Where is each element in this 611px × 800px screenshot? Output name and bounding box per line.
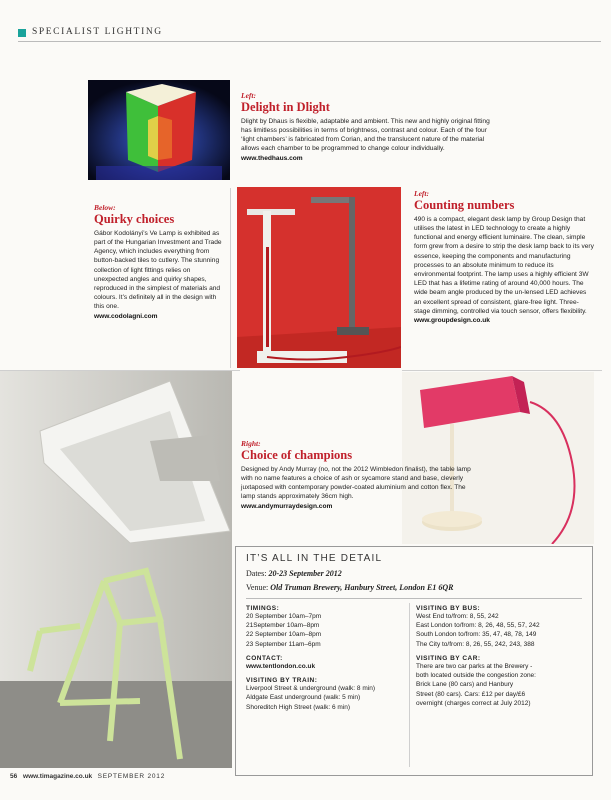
dates-label: Dates:: [246, 569, 267, 578]
champions-kicker: Right:: [241, 439, 261, 448]
details-left-column: [246, 605, 404, 712]
timing-row: 21September 10am–8pm: [246, 622, 320, 630]
event-details-box: [235, 546, 593, 776]
train-heading: VISITING BY TRAIN:: [246, 677, 318, 685]
row-divider-right: [402, 370, 602, 371]
page-number: 56: [10, 773, 18, 780]
car-row: Street (80 cars). Cars: £12 per day/£6: [416, 690, 526, 698]
contact-url[interactable]: www.tentlondon.co.uk: [246, 662, 316, 670]
train-row: Shoreditch High Street (walk: 6 min): [246, 703, 351, 711]
dlight-body: Dlight by Dhaus is flexible, adaptable and ambient. This new and highly original fitting has limitless possibilities in terms of brightness, contrast and colour. Each of the four ‘light chambers’ is fabricated from Corian, and the translucent nature of the material allows each chamber to be programmed to change colour individually.: [241, 117, 490, 153]
champions-url: www.andymurraydesign.com: [241, 502, 333, 510]
timing-row: 22 September 10am–8pm: [246, 631, 322, 639]
bus-row: East London to/from: 8, 26, 48, 55, 57, 242: [416, 622, 540, 630]
quirky-title: Quirky choices: [94, 212, 175, 227]
car-row: There are two car parks at the Brewery -: [416, 662, 533, 670]
details-separator: [246, 598, 582, 599]
timing-row: 20 September 10am–7pm: [246, 613, 322, 620]
bus-row: The City to/from: 8, 26, 55, 242, 243, 388: [416, 640, 535, 648]
section-title: SPECIALIST LIGHTING: [32, 27, 163, 37]
counting-url: www.groupdesign.co.uk: [414, 317, 490, 325]
bus-row: South London to/from: 35, 47, 48, 78, 149: [416, 631, 537, 639]
counting-title: Counting numbers: [414, 198, 515, 213]
dlight-title: Delight in Dlight: [241, 100, 330, 115]
footer-site: www.timagazine.co.uk: [23, 773, 93, 780]
counting-article: [414, 190, 594, 325]
desk-lamp-image: [237, 187, 401, 368]
bus-row: West End to/from: 8, 55, 242: [416, 613, 499, 620]
ve-lamp-image: [0, 371, 232, 768]
venue-value: Old Truman Brewery, Hanbury Street, London E1 6QR: [270, 583, 454, 592]
dlight-url: www.thedhaus.com: [241, 154, 303, 162]
car-row: Brick Lane (80 cars) and Hanbury: [416, 681, 514, 689]
car-heading: VISITING BY CAR:: [416, 654, 481, 662]
train-row: Liverpool Street & underground (walk: 8 min): [246, 685, 375, 693]
details-column-divider: [409, 603, 410, 767]
timing-row: 23 September 11am–6pm: [246, 640, 321, 648]
champions-title: Choice of champions: [241, 448, 353, 463]
section-marker: [18, 29, 26, 37]
train-row: Aldgate East underground (walk: 5 min): [246, 694, 361, 702]
champions-body: Designed by Andy Murray (no, not the 2012 Wimbledon finalist), the table lamp with no name features a choice of ash or sycamore stand and base, cleverly juxtaposed with contemporary powder-coated aluminium and cotton flex. The lamp stands approximately 36cm high.: [241, 465, 471, 501]
header-rule: [18, 41, 601, 42]
footer-month: SEPTEMBER 2012: [97, 773, 166, 780]
quirky-body: Gábor Kodolányi’s Ve Lamp is exhibited as part of the Hungarian Investment and Trade Agency, which includes everything from button-backed tiles to cutlery. The stunning collection of light fittings relies on unexpected angles and quirky shapes, reproduced in the simplest of materials and colours. It’s definitely all in the design with this one.: [94, 229, 222, 311]
dates-line: [246, 569, 342, 578]
bus-heading: VISITING BY BUS:: [416, 605, 481, 612]
dlight-kicker: Left:: [241, 91, 256, 100]
timings-heading: TIMINGS:: [246, 605, 280, 612]
venue-label: Venue:: [246, 583, 269, 592]
counting-body: 490 is a compact, elegant desk lamp by Group Design that utilises the latest in LED technology to create a highly functional and energy efficient luminaire. The clean, simple form grew from a desire to strip the desk lamp back to its very essence, keeping the components and manufacturing processes to an absolute minimum to reduce its environmental footprint. The lamp uses a highly efficient 3W LED that has a lifetime rating of around 40,000 hours. The wide beam angle produced by the un-lensed LED achieves an excellent spread of consistent, glare-free light. Three-stage dimming, controlled via touch sensor, offers flexibility.: [414, 215, 594, 315]
dates-value: 20-23 September 2012: [268, 569, 342, 578]
details-right-column: [416, 605, 586, 708]
counting-kicker: Left:: [414, 189, 429, 198]
car-row: both located outside the congestion zone:: [416, 672, 536, 680]
quirky-divider: [230, 188, 231, 368]
details-title: IT’S ALL IN THE DETAIL: [246, 553, 383, 564]
quirky-url: www.codolagni.com: [94, 312, 158, 320]
car-row: overnight (charges correct at July 2012): [416, 699, 531, 707]
quirky-article: [94, 204, 224, 321]
quirky-kicker: Below:: [94, 203, 116, 212]
contact-heading: CONTACT:: [246, 654, 283, 662]
section-header: [18, 27, 601, 41]
champions-article: [241, 440, 476, 511]
dlight-lamp-image: [88, 80, 230, 180]
dlight-article: [241, 92, 586, 163]
page-footer: [10, 773, 165, 780]
venue-line: [246, 583, 453, 592]
